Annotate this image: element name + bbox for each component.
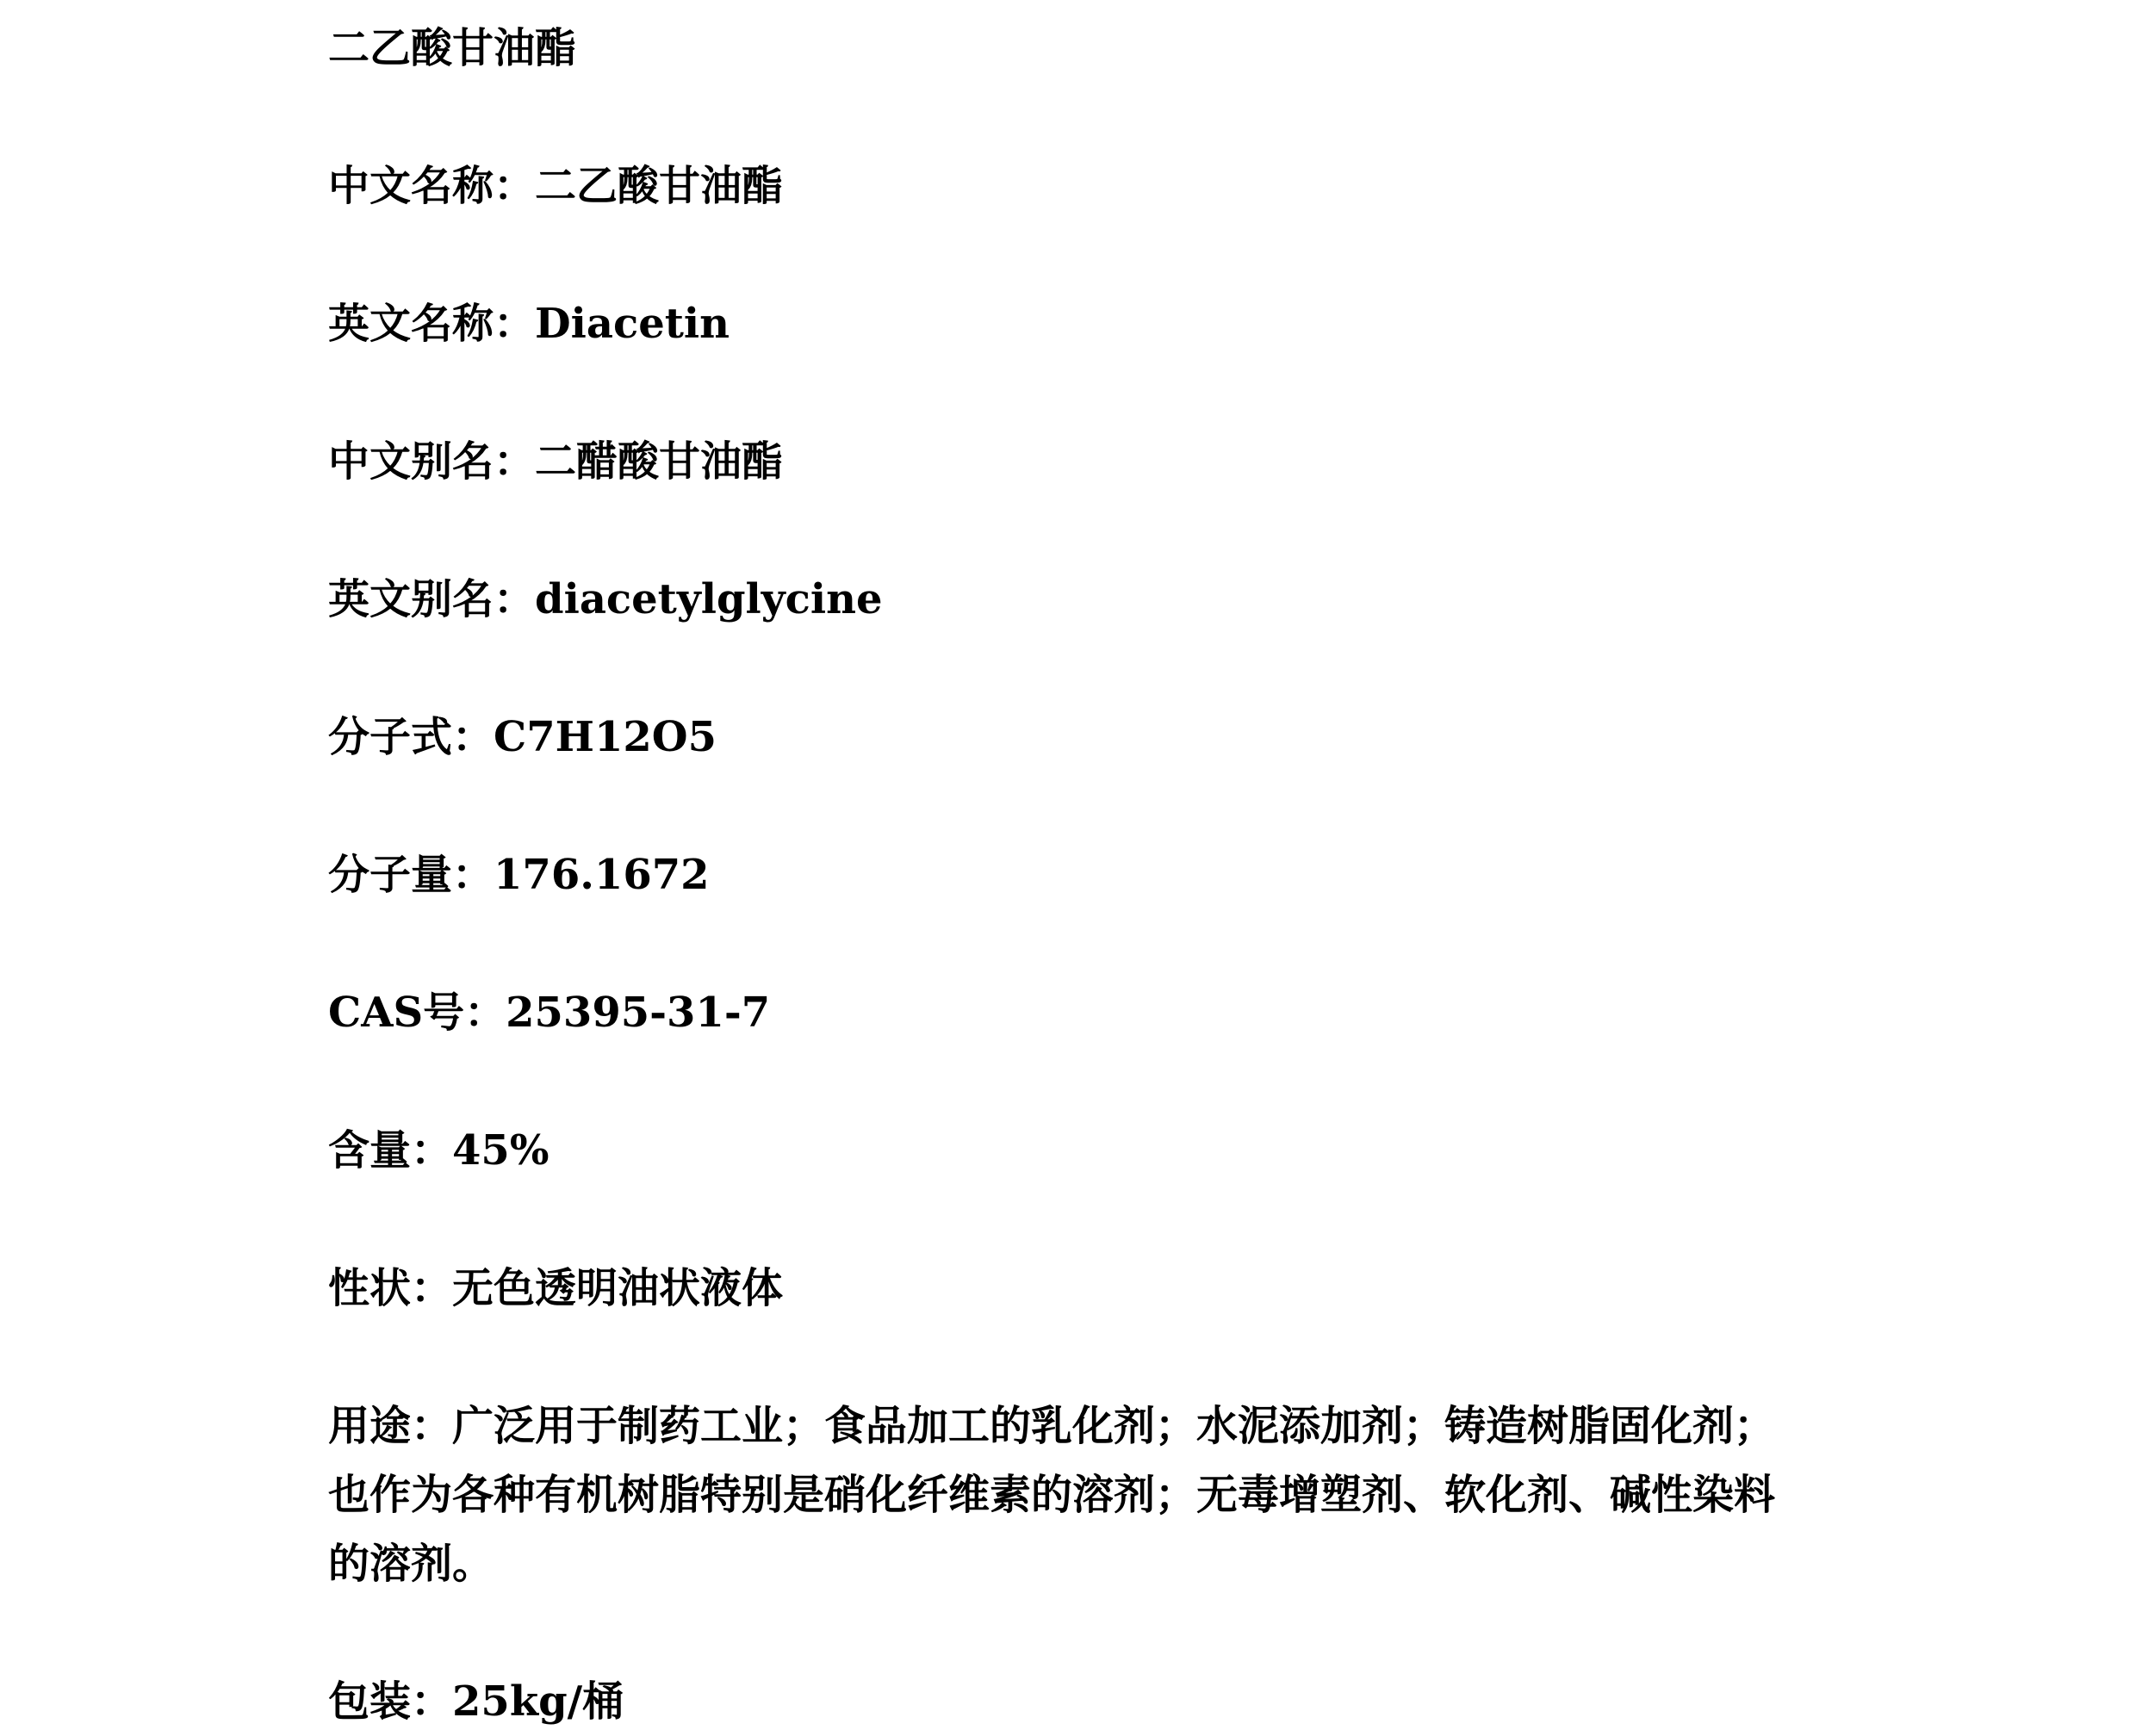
field-label: 英文名称： xyxy=(328,300,536,348)
field-value: 25395-31-7 xyxy=(506,989,771,1037)
field-value: 176.1672 xyxy=(494,851,710,899)
field-label: 分子量： xyxy=(328,851,494,899)
field-packaging xyxy=(328,1667,624,1736)
field-content xyxy=(328,1116,549,1185)
document-title: 二乙酸甘油酯 xyxy=(328,24,577,72)
field-label: 英文别名： xyxy=(328,575,536,623)
usage-label: 用途： xyxy=(328,1402,453,1450)
field-label: CAS号： xyxy=(328,989,506,1037)
usage-value: 广泛用于制药工业；食品加工的乳化剂；水泥添加剂；铸造树脂固化剂；也作为各种有机树脂特别是硝化纤维素的溶剂；无毒增塑剂、软化剂、碱性染料的溶剂。 xyxy=(328,1402,1776,1588)
field-label: 中文别名： xyxy=(328,437,536,486)
field-label: 包装： xyxy=(328,1677,453,1726)
field-english-alias xyxy=(328,565,883,634)
field-value: diacetylglycine xyxy=(535,575,883,623)
field-label: 性状： xyxy=(328,1264,453,1312)
field-cas-number xyxy=(328,978,770,1047)
field-value: 二醋酸甘油酯 xyxy=(535,437,784,486)
field-value: 二乙酸甘油酯 xyxy=(535,162,784,210)
field-usage xyxy=(328,1392,1810,1598)
field-chinese-alias xyxy=(328,427,783,496)
field-value: 无色透明油状液体 xyxy=(452,1264,784,1312)
field-value: Diacetin xyxy=(535,300,730,348)
field-value: 25kg/桶 xyxy=(452,1677,624,1726)
field-label: 中文名称： xyxy=(328,162,536,210)
field-value: 45% xyxy=(452,1126,550,1175)
field-molecular-formula xyxy=(328,703,717,772)
field-label: 分子式： xyxy=(328,713,494,761)
field-english-name xyxy=(328,289,730,358)
field-molecular-weight xyxy=(328,840,710,909)
field-appearance xyxy=(328,1254,783,1323)
field-chinese-name xyxy=(328,152,783,220)
field-value: C7H12O5 xyxy=(494,713,717,761)
field-label: 含量： xyxy=(328,1126,453,1175)
